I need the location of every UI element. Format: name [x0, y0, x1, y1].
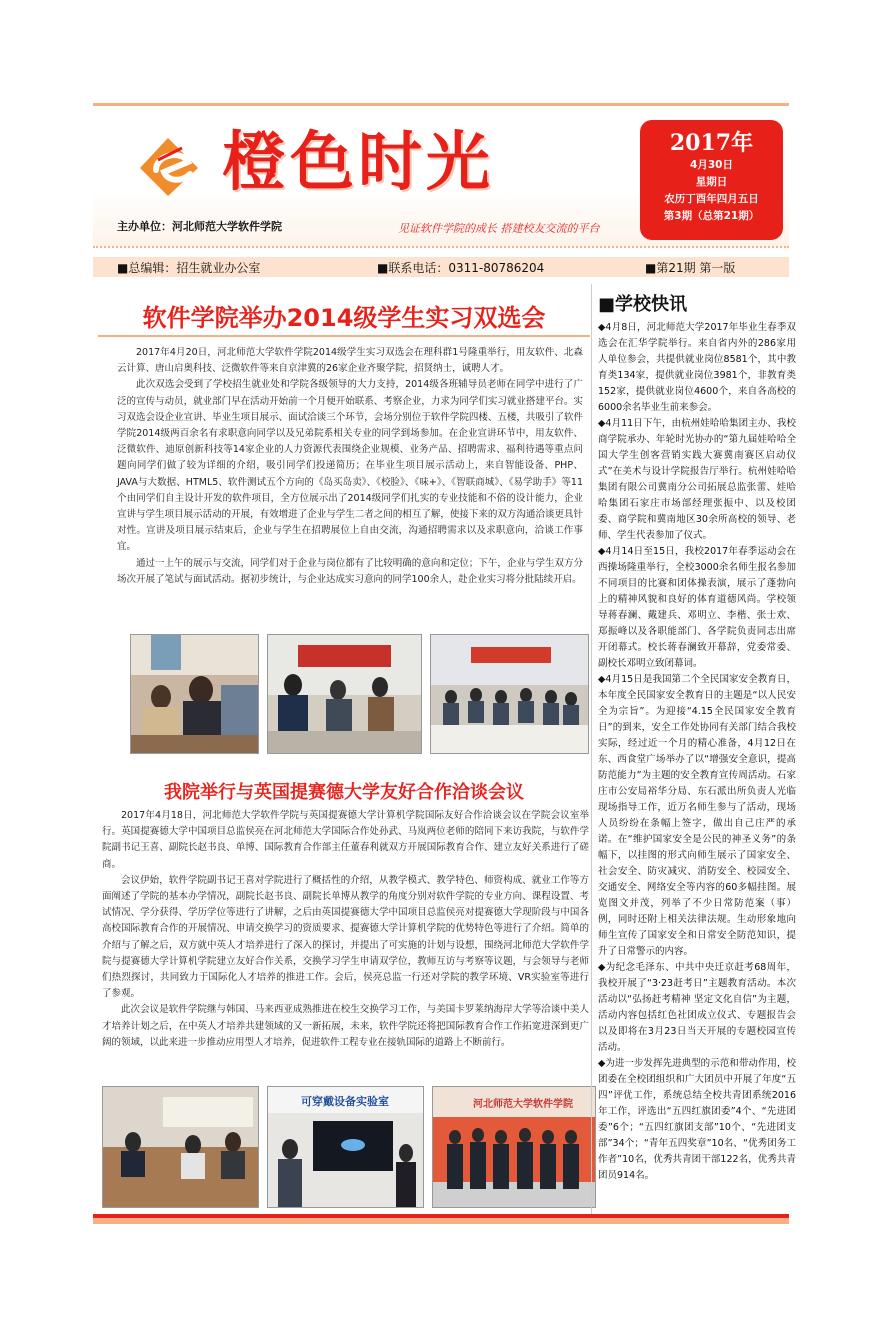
masthead-divider — [93, 246, 789, 248]
article1-photos — [130, 634, 589, 754]
date-year: 2017年 — [669, 130, 754, 156]
date-box — [640, 120, 783, 240]
news-item: ◆为纪念毛泽东、中共中央迁京赶考68周年，我校开展了“3·23赶考日”主题教育活动。本次活动以“弘扬赶考精神 坚定文化自信”为主题，活动内容包括红色社团成立仪式、专题报告会以及即将在3月23日当天开展的专题校园宣传活动。 — [598, 962, 796, 1053]
article2-paragraph: 此次会议是软件学院继与韩国、马来西亚成熟推进在校生交换学习工作，与美国卡罗莱纳海岸大学等洽谈中美人才培养计划之后，在中英人才培养共建领域的又一新拓展，未来，软件学院还将把国际教育合作工作拓宽进深到更广阔的领域，以此来进一步推动应用型人才培养，促进软件工程专业在接轨国际的道路上不断前行。 — [102, 1004, 589, 1048]
column-divider — [591, 284, 592, 1220]
article2-title: 我院举行与英国提赛德大学友好合作洽谈会议 — [164, 782, 524, 803]
date-weekday: 星期日 — [695, 176, 728, 188]
sidebar-title: ■学校快讯 — [598, 294, 688, 315]
college-logo-icon — [138, 130, 208, 200]
job-fair-photo — [130, 634, 259, 754]
seminar-room-photo — [267, 634, 422, 754]
news-item: ◆4月15日是我国第二个全民国家安全教育日，本年度全民国家安全教育日的主题是“以人民安全为宗旨”。为迎接“4.15全民国家安全教育日”的到来，安全工作处协同有关部门结合我校实际，经过近一个月的精心准备，4月12日在东、西食堂广场举办了以“增强安全意识，提高防范能力”为主题的安全教育宣传周活动。石家庄市公安局裕华分局、东石派出所负责人光临现场指导工作，近万名师生参与了活动，现场人员纷纷在条幅上签字，做出自己庄严的承诺。在“维护国家安全是公民的神圣义务”的条幅下，以挂图的形式向师生展示了国家安全、社会安全、防灾减灾、消防安全、校园安全、交通安全、网络安全等内容的60多幅挂图。展览图文并茂，列举了不少日常防范案（事）例，同时还附上相关法律法规。生动形象地向师生宣传了国家安全和日常安全防范知识，提升了日常警示的内容。 — [598, 674, 796, 957]
masthead-title: 橙色时光 — [222, 125, 494, 200]
news-item: ◆4月8日，河北师范大学2017年毕业生春季双选会在汇华学院举行。来自省内外的286家用人单位参会，共提供就业岗位8581个，其中教育类134家，提供就业岗位3981个，非教育类152家，提供就业岗位4600个，来自各高校的6000余名毕业生前来参会。 — [598, 322, 796, 413]
edition-info: ■第21期 第一版 — [645, 261, 736, 275]
article1-paragraph: 2017年4月20日，河北师范大学软件学院2014级学生实习双选会在理科群1号隆重举行，用友软件、北森云计算、唐山启奥科技、泛微软件等来自京津冀的26家企业齐聚学院，招贤纳士，诚聘人才。 — [117, 347, 583, 375]
article1-paragraph: 通过一上午的展示与交流，同学们对于企业与岗位都有了比较明确的意向和定位；下午，企业与学生双方分场次开展了笔试与面试活动。据初步统计，与企业达成实习意向的同学100余人，赴企业实习将分批陆续开启。 — [117, 557, 583, 585]
article1-title: 软件学院举办2014级学生实习双选会 — [142, 304, 546, 332]
vr-lab-sign: 可穿戴设备实验室 — [301, 1095, 389, 1108]
article1-body — [117, 345, 583, 588]
article2-paragraph: 2017年4月18日，河北师范大学软件学院与英国提赛德大学计算机学院国际友好合作洽谈会议在学院会议室举行。英国提赛德大学中国项目总监侯亮在河北师范大学国际合作处孙武、马岚两位老师的陪同下来访我院，与软件学院副书记王喜、副院长赵书良、单博、国际教育合作部主任董春利就双方开展国际教育合作、建立友好关系进行了磋商。 — [102, 810, 589, 870]
slogan: 见证软件学院的成长 搭建校友交流的平台 — [398, 222, 600, 235]
sponsor-line: 主办单位：河北师范大学软件学院 — [117, 220, 282, 233]
article2-body — [102, 808, 589, 1051]
article2-paragraph: 会议伊始，软件学院副书记王喜对学院进行了概括性的介绍，从教学模式、教学特色、师资构成、就业工作等方面阐述了学院的基本办学情况，副院长赵书良、副院长单博从教学的角度分别对软件学院的专业方向、课程设置、考试情况、学分获得、学历学位等进行了讲解，之后由英国提赛德大学中国项目总监侯亮对提赛德大学现阶段与中国各高校国际教育合作的开展情况、申请交换学习的资质要求、提赛德大学计算机学院的优势特色等进行了介绍。简单的介绍与了解之后，双方就中英人才培养进行了深入的探讨，并提出了可实施的计划与设想，围绕河北师范大学软件学院与提赛德大学计算机学院建立友好合作关系，交换学习学生申请双学位，教师互访与考察等议题，与会领导与老师们热烈探讨，共同致力于国际化人才培养的推进工作。会后，侯亮总监一行还对学院的教学环境、VR实验室等进行了参观。 — [102, 874, 589, 1000]
info-bar — [93, 257, 789, 277]
news-item: ◆4月14日至15日，我校2017年春季运动会在西操场隆重举行，全校3000余名师生报名参加不同项目的比赛和团体操表演，展示了蓬勃向上的精神风貌和良好的体育道德风尚。学校领导蒋春澜、戴建兵、邓明立、李楷、张士欢、郑振峰以及各职能部门、各学院负责同志出席开闭幕式。校长蒋春澜致开幕辞，党委常委、副校长邓明立致闭幕词。 — [598, 546, 796, 669]
date-lunar: 农历丁酉年四月五日 — [664, 193, 759, 205]
article1-paragraph: 此次双选会受到了学校招生就业处和学院各级领导的大力支持，2014级各班辅导员老师在同学中进行了广泛的宣传与动员，就业部门早在活动开始前一个月便开始联系、考察企业，力求为同学们实习就业搭建平台。实习双选会设企业宣讲、毕业生项目展示、面试洽谈三个环节，会场分别位于软件学院四楼、五楼，共吸引了软件学院2014级两百余名有求职意向同学以及兄弟院系相关专业的同学到场参加。在企业宣讲环节中，用友软件、泛微软件、迪原创新科技等14家企业的人力资源代表围绕企业规模、业务产品、招聘需求、福利待遇等重点问题向同学们做了较为详细的介绍，吸引同学们投递简历；在毕业生项目展示活动上，来自智能设备、PHP、JAVA与大数据、HTML5、软件测试五个方向的《岛买岛卖》、《校脸》、《味+》、《智联商城》、《易学助手》等11个由同学们自主设计开发的软件项目，全方位展示出了2014级同学们扎实的专业技能和不俗的设计能力，企业宣讲与学生项目展示活动的开展，有效增进了企业与学生二者之间的相互了解，使接下来的双方沟通洽谈更具针对性。宣讲及项目展示结束后，企业与学生在招聘展位上自由交流，沟通招聘需求以及求职意向，洽谈工作事宜。 — [117, 379, 583, 553]
footer-bar — [93, 1214, 789, 1224]
editor-info: ■总编辑：招生就业办公室 — [117, 261, 261, 275]
date-issue: 第3期（总第21期） — [663, 210, 760, 222]
sidebar-news — [598, 320, 796, 1184]
phone-info: ■联系电话：0311-80786204 — [377, 261, 545, 275]
group-photo — [432, 1086, 596, 1208]
news-item: ◆4月11日下午，由杭州娃哈哈集团主办、我校商学院承办、年轮时光协办的“第九届娃哈哈全国大学生创客营销实践大赛冀南赛区启动仪式”在美术与设计学院报告厅举行。杭州娃哈哈集团有限公司冀南分公司拓展总监张蕾、娃哈哈集团石家庄市场部经理张振中、以及校团委、商学院和冀南地区30余所高校的领导、老师、学生代表参加了仪式。 — [598, 418, 796, 541]
vr-lab-photo — [267, 1086, 424, 1208]
article1-title-rule — [98, 335, 590, 337]
news-item: ◆为进一步发挥先进典型的示范和带动作用，校团委在全校团组织和广大团员中开展了年度“五四”评优工作，系统总结全校共青团系统2016年工作，评选出“五四红旗团委”4个、“先进团委”6个；“五四红旗团支部”10个、“先进团支部”34个；“青年五四奖章”10名、“优秀团务工作者”10名，优秀共青团干部122名，优秀共青团员914名。 — [598, 1058, 796, 1181]
meeting-room-photo — [102, 1086, 259, 1208]
article2-photos — [102, 1086, 596, 1208]
group-photo-banner: 河北师范大学软件学院 — [473, 1099, 573, 1110]
date-day: 4月30日 — [690, 159, 733, 171]
interview-hall-photo — [430, 634, 589, 754]
